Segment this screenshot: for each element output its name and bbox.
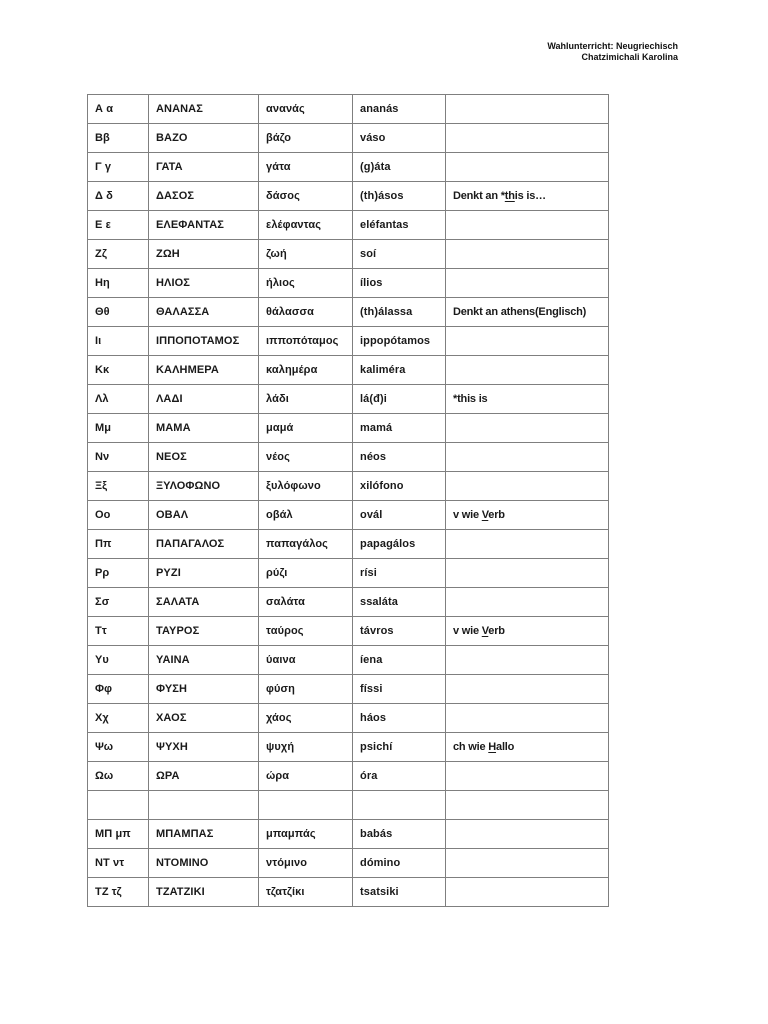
table-row <box>88 675 609 704</box>
cell-letter-pair: Ξξ <box>88 472 149 501</box>
cell-word-lowercase: ψυχή <box>259 733 353 762</box>
cell-word-uppercase <box>149 791 259 820</box>
cell-note <box>446 617 609 646</box>
cell-word-lowercase: ήλιος <box>259 269 353 298</box>
greek-alphabet-table <box>87 94 609 907</box>
cell-transliteration <box>353 791 446 820</box>
cell-transliteration: háos <box>353 704 446 733</box>
cell-word-lowercase: ζωή <box>259 240 353 269</box>
cell-note <box>446 298 609 327</box>
header-line-author: Chatzimichali Karolina <box>581 52 678 62</box>
cell-word-lowercase: νέος <box>259 443 353 472</box>
cell-letter-pair: Χχ <box>88 704 149 733</box>
document-header <box>547 41 678 63</box>
cell-letter-pair: ΜΠ μπ <box>88 820 149 849</box>
note-text: *this is <box>453 393 488 405</box>
table-row <box>88 414 609 443</box>
cell-note <box>446 849 609 878</box>
cell-word-uppercase: ΒΑΖΟ <box>149 124 259 153</box>
alphabet-table-body <box>88 95 609 907</box>
cell-note <box>446 530 609 559</box>
table-row <box>88 182 609 211</box>
cell-word-lowercase: μπαμπάς <box>259 820 353 849</box>
cell-transliteration: psichí <box>353 733 446 762</box>
cell-letter-pair: Υυ <box>88 646 149 675</box>
cell-transliteration: ananás <box>353 95 446 124</box>
cell-word-uppercase: ΟΒΑΛ <box>149 501 259 530</box>
cell-transliteration: kaliméra <box>353 356 446 385</box>
cell-word-uppercase: ΙΠΠΟΠΟΤΑΜΟΣ <box>149 327 259 356</box>
cell-word-uppercase: ΝΤΟΜΙΝΟ <box>149 849 259 878</box>
cell-note <box>446 327 609 356</box>
cell-letter-pair: Οο <box>88 501 149 530</box>
cell-word-lowercase: ιπποπόταμος <box>259 327 353 356</box>
table-row <box>88 298 609 327</box>
cell-word-uppercase: ΝΕΟΣ <box>149 443 259 472</box>
table-row <box>88 472 609 501</box>
table-row <box>88 356 609 385</box>
cell-word-lowercase: καλημέρα <box>259 356 353 385</box>
note-text: v wie <box>453 509 482 521</box>
cell-transliteration: távros <box>353 617 446 646</box>
note-text: allo <box>496 741 515 753</box>
note-underlined-text: H <box>488 741 497 753</box>
table-row <box>88 124 609 153</box>
cell-word-lowercase: ρύζι <box>259 559 353 588</box>
cell-letter-pair: Ε ε <box>88 211 149 240</box>
cell-word-uppercase: ΕΛΕΦΑΝΤΑΣ <box>149 211 259 240</box>
note-text: is is… <box>514 190 546 202</box>
table-row <box>88 791 609 820</box>
cell-letter-pair: Ζζ <box>88 240 149 269</box>
cell-word-lowercase: ντόμινο <box>259 849 353 878</box>
cell-transliteration: papagálos <box>353 530 446 559</box>
cell-word-lowercase: ώρα <box>259 762 353 791</box>
cell-transliteration: (g)áta <box>353 153 446 182</box>
cell-word-uppercase: ΗΛΙΟΣ <box>149 269 259 298</box>
note-underlined-text: V <box>481 625 489 637</box>
cell-letter-pair: Σσ <box>88 588 149 617</box>
table-row <box>88 820 609 849</box>
cell-word-lowercase: οβάλ <box>259 501 353 530</box>
cell-word-uppercase: ΤΑΥΡΟΣ <box>149 617 259 646</box>
cell-word-lowercase: σαλάτα <box>259 588 353 617</box>
cell-word-lowercase: παπαγάλος <box>259 530 353 559</box>
table-row <box>88 559 609 588</box>
table-row <box>88 617 609 646</box>
cell-note <box>446 820 609 849</box>
cell-letter-pair: Ωω <box>88 762 149 791</box>
cell-word-lowercase: γάτα <box>259 153 353 182</box>
cell-note <box>446 414 609 443</box>
cell-transliteration: eléfantas <box>353 211 446 240</box>
table-row <box>88 269 609 298</box>
cell-note <box>446 501 609 530</box>
cell-word-lowercase: ανανάς <box>259 95 353 124</box>
cell-letter-pair: Ρρ <box>88 559 149 588</box>
table-row <box>88 327 609 356</box>
note-underlined-text: V <box>481 509 489 521</box>
cell-note <box>446 559 609 588</box>
cell-note <box>446 95 609 124</box>
cell-note <box>446 675 609 704</box>
cell-transliteration: xilófono <box>353 472 446 501</box>
note-text: erb <box>488 625 505 637</box>
table-row <box>88 849 609 878</box>
cell-note <box>446 472 609 501</box>
cell-word-uppercase: ΖΩΗ <box>149 240 259 269</box>
cell-word-lowercase: ύαινα <box>259 646 353 675</box>
cell-letter-pair: Ιι <box>88 327 149 356</box>
cell-transliteration: dómino <box>353 849 446 878</box>
cell-note <box>446 588 609 617</box>
cell-word-uppercase: ΧΑΟΣ <box>149 704 259 733</box>
cell-word-lowercase: θάλασσα <box>259 298 353 327</box>
cell-word-lowercase: φύση <box>259 675 353 704</box>
cell-word-uppercase: ΜΠΑΜΠΑΣ <box>149 820 259 849</box>
note-text: ch wie <box>453 741 489 753</box>
cell-transliteration: néos <box>353 443 446 472</box>
cell-letter-pair: Ψω <box>88 733 149 762</box>
cell-word-uppercase: ΓΑΤΑ <box>149 153 259 182</box>
note-underlined-text: th <box>504 190 515 202</box>
cell-word-uppercase: ΜΑΜΑ <box>149 414 259 443</box>
cell-transliteration: ssaláta <box>353 588 446 617</box>
cell-word-uppercase: ΠΑΠΑΓΑΛΟΣ <box>149 530 259 559</box>
cell-transliteration: físsi <box>353 675 446 704</box>
cell-word-uppercase: ΚΑΛΗΜΕΡΑ <box>149 356 259 385</box>
cell-transliteration: lá(đ)i <box>353 385 446 414</box>
cell-letter-pair: Λλ <box>88 385 149 414</box>
cell-transliteration: (th)ásos <box>353 182 446 211</box>
cell-letter-pair: Δ δ <box>88 182 149 211</box>
alphabet-table-container <box>87 94 609 907</box>
cell-letter-pair: ΝΤ ντ <box>88 849 149 878</box>
cell-letter-pair <box>88 791 149 820</box>
cell-note <box>446 704 609 733</box>
cell-note <box>446 240 609 269</box>
cell-word-uppercase: ΣΑΛΑΤΑ <box>149 588 259 617</box>
cell-note <box>446 211 609 240</box>
cell-transliteration: ippopótamos <box>353 327 446 356</box>
cell-word-uppercase: ΩΡΑ <box>149 762 259 791</box>
header-line-course: Wahlunterricht: Neugriechisch <box>547 41 678 51</box>
table-row <box>88 588 609 617</box>
cell-note <box>446 356 609 385</box>
cell-transliteration: ovál <box>353 501 446 530</box>
table-row <box>88 240 609 269</box>
cell-note <box>446 878 609 907</box>
table-row <box>88 704 609 733</box>
cell-letter-pair: Α α <box>88 95 149 124</box>
table-row <box>88 95 609 124</box>
cell-letter-pair: Κκ <box>88 356 149 385</box>
table-row <box>88 153 609 182</box>
table-row <box>88 762 609 791</box>
cell-note <box>446 385 609 414</box>
cell-letter-pair: Γ γ <box>88 153 149 182</box>
cell-letter-pair: Νν <box>88 443 149 472</box>
cell-word-uppercase: ΞΥΛΟΦΩΝΟ <box>149 472 259 501</box>
cell-transliteration: mamá <box>353 414 446 443</box>
cell-word-lowercase: ξυλόφωνο <box>259 472 353 501</box>
cell-word-lowercase: μαμά <box>259 414 353 443</box>
table-row <box>88 646 609 675</box>
note-text: Denkt an athens(Englisch) <box>453 306 587 318</box>
table-row <box>88 878 609 907</box>
cell-letter-pair: Θθ <box>88 298 149 327</box>
table-row <box>88 385 609 414</box>
cell-word-lowercase: τζατζίκι <box>259 878 353 907</box>
cell-word-uppercase: ΘΑΛΑΣΣΑ <box>149 298 259 327</box>
cell-word-lowercase: λάδι <box>259 385 353 414</box>
cell-letter-pair: Ππ <box>88 530 149 559</box>
cell-letter-pair: Ββ <box>88 124 149 153</box>
cell-word-uppercase: ΨΥΧΗ <box>149 733 259 762</box>
cell-transliteration: babás <box>353 820 446 849</box>
cell-note <box>446 182 609 211</box>
cell-note <box>446 269 609 298</box>
cell-note <box>446 791 609 820</box>
cell-letter-pair: ΤΖ τζ <box>88 878 149 907</box>
cell-transliteration: óra <box>353 762 446 791</box>
cell-letter-pair: Ηη <box>88 269 149 298</box>
cell-word-lowercase: ελέφαντας <box>259 211 353 240</box>
table-row <box>88 501 609 530</box>
table-row <box>88 530 609 559</box>
cell-transliteration: soí <box>353 240 446 269</box>
cell-transliteration: íena <box>353 646 446 675</box>
cell-word-uppercase: ΦΥΣΗ <box>149 675 259 704</box>
cell-word-uppercase: ΥΑΙΝΑ <box>149 646 259 675</box>
cell-transliteration: tsatsiki <box>353 878 446 907</box>
cell-word-uppercase: ΡΥΖΙ <box>149 559 259 588</box>
note-text: Denkt an * <box>453 190 505 202</box>
cell-transliteration: (th)álassa <box>353 298 446 327</box>
cell-note <box>446 646 609 675</box>
note-text: erb <box>488 509 505 521</box>
cell-letter-pair: Φφ <box>88 675 149 704</box>
cell-note <box>446 153 609 182</box>
cell-word-lowercase: χάος <box>259 704 353 733</box>
table-row <box>88 211 609 240</box>
cell-note <box>446 762 609 791</box>
cell-letter-pair: Ττ <box>88 617 149 646</box>
table-row <box>88 443 609 472</box>
cell-word-uppercase: ΔΑΣΟΣ <box>149 182 259 211</box>
cell-word-uppercase: ΤΖΑΤΖΙΚΙ <box>149 878 259 907</box>
cell-transliteration: rísi <box>353 559 446 588</box>
cell-note <box>446 124 609 153</box>
cell-note <box>446 443 609 472</box>
cell-transliteration: váso <box>353 124 446 153</box>
cell-word-lowercase: δάσος <box>259 182 353 211</box>
cell-word-uppercase: ΑΝΑΝΑΣ <box>149 95 259 124</box>
table-row <box>88 733 609 762</box>
cell-transliteration: ílios <box>353 269 446 298</box>
cell-note <box>446 733 609 762</box>
cell-letter-pair: Μμ <box>88 414 149 443</box>
cell-word-uppercase: ΛΑΔΙ <box>149 385 259 414</box>
cell-word-lowercase <box>259 791 353 820</box>
note-text: v wie <box>453 625 482 637</box>
cell-word-lowercase: ταύρος <box>259 617 353 646</box>
cell-word-lowercase: βάζο <box>259 124 353 153</box>
